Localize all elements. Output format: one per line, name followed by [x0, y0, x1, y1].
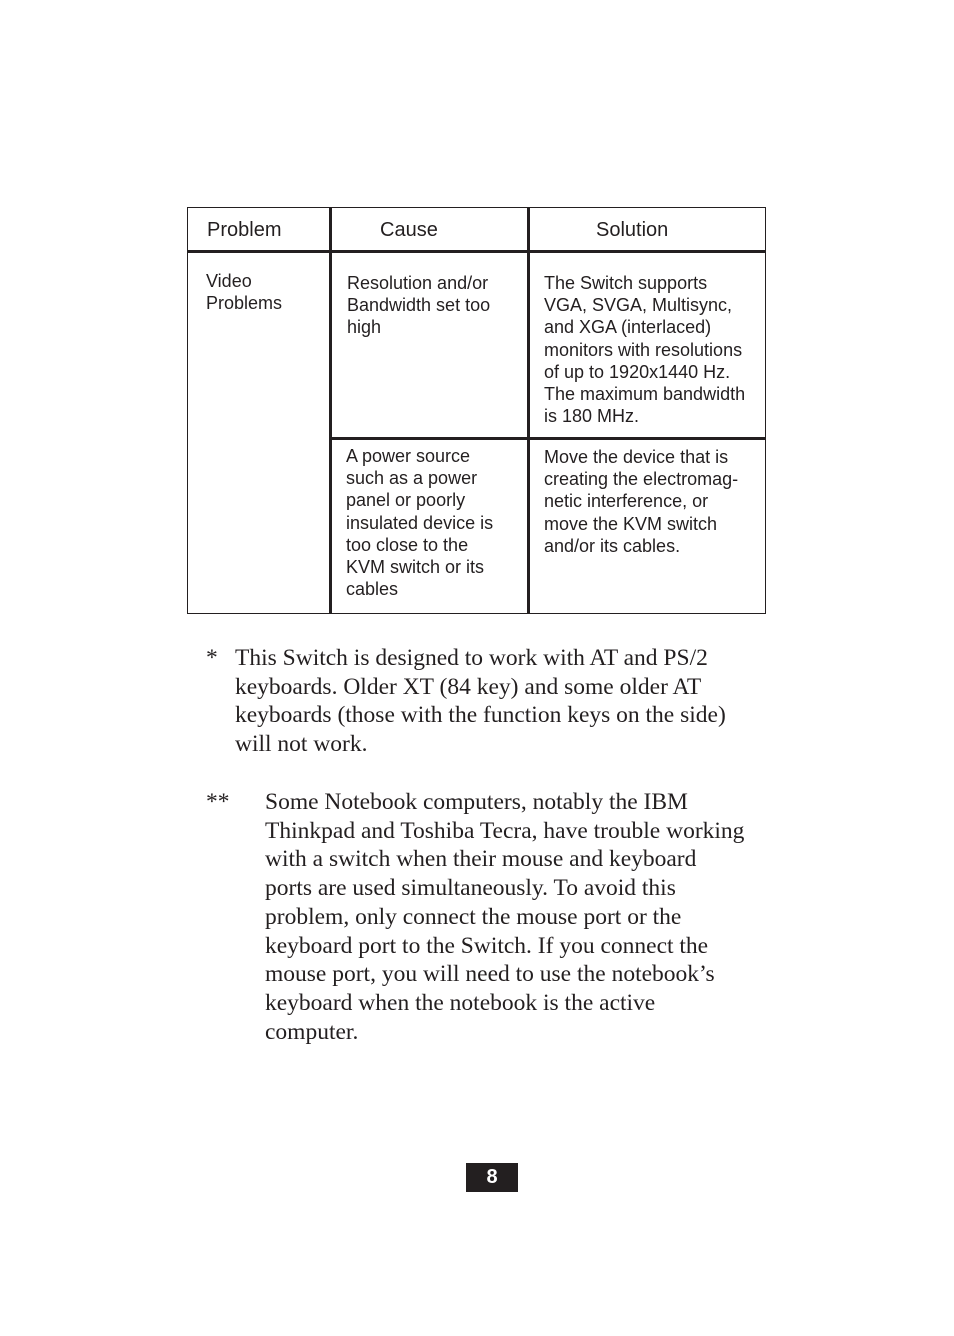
cause-cell: Resolution and/or Bandwidth set too high — [347, 273, 491, 338]
header-problem: Problem — [207, 219, 282, 241]
problem-cell: Video Problems — [206, 271, 283, 314]
footnote-text: This Switch is designed to work with AT and PS/2 keyboards. Older XT (84 key) and some older AT keyboards (those with the function keys on the side) will not work. — [235, 645, 726, 758]
footnote-marker: ** — [206, 789, 230, 815]
solution-cell: The Switch supports VGA, SVGA, Multisync, and XGA (interlaced) monitors with resolutions of up to 1920x1440 Hz. The maximum bandwidth is 180 MHz. — [544, 273, 746, 427]
troubleshooting-table — [187, 207, 766, 614]
column-divider — [527, 208, 530, 613]
footnote-text: Some Notebook computers, notably the IBM Thinkpad and Toshiba Tecra, have trouble working with a switch when their mouse and keyboard ports are used simultaneously. To avoid this problem, only connect the mouse port or the keyboard port to the Switch. If you connect the mouse port, you will need to use the notebook’s keyboard when the notebook is the active computer. — [265, 789, 745, 1045]
column-divider — [329, 208, 332, 613]
cause-cell: A power source such as a power panel or poorly insulated device is too close to the KVM switch or its cables — [346, 446, 494, 600]
header-solution: Solution — [596, 219, 669, 241]
header-cause: Cause — [380, 219, 438, 241]
solution-cell: Move the device that is creating the electromag- netic interference, or move the KVM switch and/or its cables. — [544, 447, 739, 556]
row-divider — [329, 437, 765, 440]
page-number: 8 — [466, 1163, 518, 1192]
header-divider — [188, 250, 765, 253]
footnote-marker: * — [206, 645, 218, 671]
